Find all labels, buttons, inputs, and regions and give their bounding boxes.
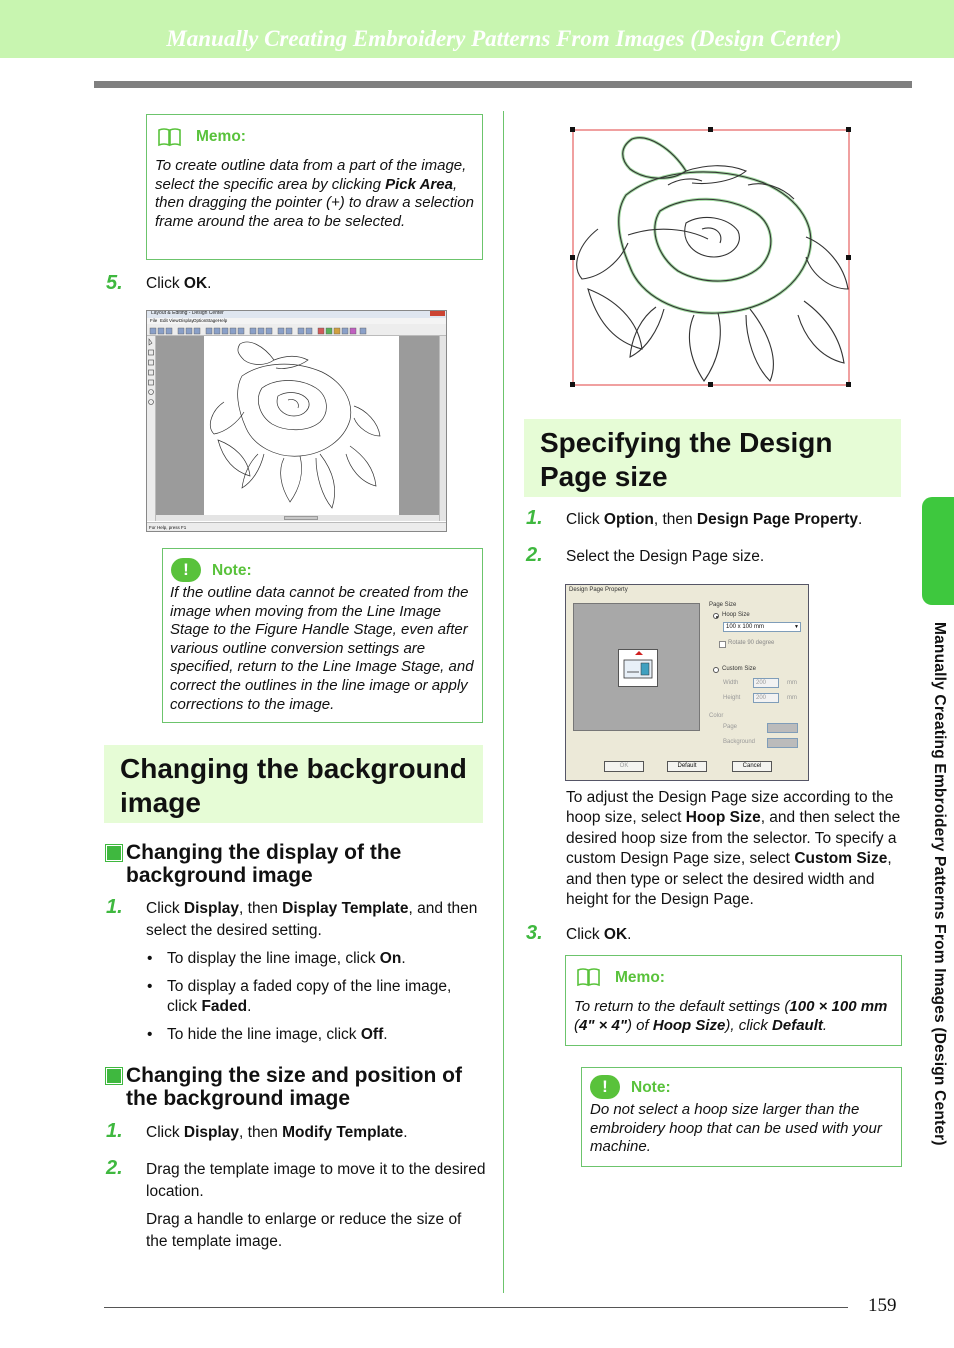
- scroll-thumb[interactable]: [284, 516, 318, 520]
- footer-rule: [104, 1307, 848, 1308]
- note-title: Note:: [631, 1079, 671, 1096]
- menu-option[interactable]: Option: [193, 318, 207, 323]
- hoop-size-radio[interactable]: [713, 613, 719, 619]
- step-number: 1.: [106, 1120, 123, 1142]
- memo-book-icon: [576, 967, 602, 987]
- window-close-icon[interactable]: [430, 311, 445, 316]
- bullet-item: To display the line image, click On.: [167, 950, 406, 967]
- step-number: 5.: [106, 272, 123, 294]
- note-box: [162, 548, 483, 723]
- step-number: 1.: [526, 507, 543, 529]
- width-input[interactable]: 200: [753, 678, 779, 688]
- dialog-default-button[interactable]: Default: [667, 761, 707, 772]
- dialog-cancel-button[interactable]: Cancel: [732, 761, 772, 772]
- page-color-label: Page: [723, 724, 738, 730]
- memo-book-icon: [157, 127, 183, 147]
- step-text: Drag the template image to move it to the desired location.: [146, 1161, 486, 1200]
- bullet-dot: •: [147, 1026, 153, 1043]
- step-text: Click Display, then Modify Template.: [146, 1124, 408, 1141]
- step-number: 1.: [106, 896, 123, 918]
- menu-display[interactable]: Display: [179, 318, 194, 323]
- window-title: Layout & Editing - Design Center: [151, 310, 224, 316]
- width-unit: mm: [787, 680, 797, 686]
- background-color-select[interactable]: [767, 738, 798, 748]
- memo-box: [565, 955, 902, 1046]
- subsection-marker: [106, 845, 122, 861]
- workspace-right: [399, 336, 439, 521]
- step-number: 2.: [526, 544, 543, 566]
- step-text: Click Display, then Display Template, and then select the desired setting.: [146, 900, 478, 939]
- memo-text: To return to the default settings (100 × 100 mm (4" × 4") of Hoop Size), click Default.: [574, 998, 888, 1034]
- step-number: 2.: [106, 1157, 123, 1179]
- step-text: Click OK.: [566, 926, 632, 943]
- rotate-checkbox[interactable]: [719, 641, 726, 648]
- custom-size-label: Custom Size: [722, 666, 757, 672]
- step-text: Click Option, then Design Page Property.: [566, 511, 863, 528]
- bullet-dot: •: [147, 978, 153, 995]
- background-color-label: Background: [723, 739, 756, 745]
- section-title-background-image: Changing the background image: [120, 753, 467, 818]
- dialog-title: Design Page Property: [569, 587, 628, 593]
- bullet-item: To hide the line image, click Off.: [167, 1026, 388, 1043]
- status-text: For Help, press F1: [149, 525, 187, 530]
- toolbar: [147, 324, 447, 336]
- hoop-size-paragraph: To adjust the Design Page size according to the hoop size, select Hoop Size, and then select the desired hoop size from the selector. To specify a custom Design Page size, select Custom Size, and then type or select the desired width and height for the Design Page.: [566, 789, 901, 909]
- dialog-ok-button[interactable]: OK: [604, 761, 644, 772]
- step-extra-text: Drag a handle to enlarge or reduce the size of the template image.: [146, 1211, 462, 1250]
- rose-outline-figure: [568, 125, 854, 390]
- bullet-item: To display a faded copy of the line image, click Faded.: [167, 978, 452, 1016]
- menu-edit[interactable]: Edit: [160, 318, 168, 323]
- horizontal-scrollbar[interactable]: [156, 515, 439, 521]
- page-size-label: Page Size: [709, 602, 737, 608]
- status-bar: [147, 522, 447, 532]
- step-text: Click OK.: [146, 275, 212, 292]
- memo-title: Memo:: [196, 128, 246, 145]
- menu-help[interactable]: Help: [218, 318, 228, 323]
- memo-box: [146, 114, 483, 260]
- workspace-left: [156, 336, 204, 521]
- column-divider: [503, 111, 504, 1293]
- machine-preview-icon: [618, 649, 658, 687]
- rose-line-image: [204, 336, 399, 521]
- hoop-size-label: Hoop Size: [722, 612, 750, 618]
- custom-size-radio[interactable]: [713, 667, 719, 673]
- subsection-title-size-position: Changing the size and position of the background image: [126, 1064, 462, 1110]
- section-title-design-page-size: Specifying the Design Page size: [540, 427, 833, 492]
- design-center-screenshot: [146, 310, 447, 532]
- rose-outline-image: [568, 125, 854, 390]
- window-titlebar: [147, 311, 447, 318]
- design-page[interactable]: [204, 336, 399, 521]
- memo-title: Memo:: [615, 969, 665, 986]
- height-unit: mm: [787, 695, 797, 701]
- note-exclamation-icon: !: [590, 1075, 620, 1099]
- note-text: Do not select a hoop size larger than the embroidery hoop that can be used with your machine.: [590, 1101, 882, 1156]
- height-label: Height: [723, 695, 741, 701]
- note-title: Note:: [212, 562, 252, 579]
- chapter-tab: [922, 497, 954, 605]
- step-text: Select the Design Page size.: [566, 548, 765, 565]
- bullet-dot: •: [147, 950, 153, 967]
- menu-stage[interactable]: Stage: [206, 318, 218, 323]
- rotate-label: Rotate 90 degree: [728, 640, 775, 646]
- chapter-tab-label: Manually Creating Embroidery Patterns From Images (Design Center): [931, 622, 948, 1146]
- step-number: 3.: [526, 922, 543, 944]
- menu-view[interactable]: View: [169, 318, 179, 323]
- note-exclamation-icon: !: [171, 558, 201, 582]
- menu-file[interactable]: File: [150, 318, 158, 323]
- page-header-title: Manually Creating Embroidery Patterns From Images (Design Center): [166, 26, 842, 51]
- width-label: Width: [723, 680, 739, 686]
- design-page-property-dialog: [565, 584, 809, 781]
- hoop-size-select[interactable]: 100 x 100 mm ▼: [723, 622, 801, 632]
- subsection-title-display: Changing the display of the background image: [126, 841, 402, 887]
- top-rule: [94, 81, 912, 88]
- color-label: Color: [709, 713, 724, 719]
- page-number: 159: [868, 1295, 897, 1316]
- note-box: [581, 1067, 902, 1167]
- page-color-select[interactable]: [767, 723, 798, 733]
- memo-text: To create outline data from a part of the image, select the specific area by clicking Pick Area, then dragging the pointer (+) to draw a selection frame around the area to be selected.: [155, 157, 474, 230]
- page-preview: [573, 603, 700, 731]
- note-text: If the outline data cannot be created from the image when moving from the Line Image Stage to the Figure Handle Stage, even after various outline conversion settings are specified, return to the Line Image Stage, and correct the outlines in the line image or apply corrections to the image.: [170, 584, 474, 713]
- tool-palette[interactable]: [147, 336, 156, 521]
- height-input[interactable]: 200: [753, 693, 779, 703]
- subsection-marker: [106, 1068, 122, 1084]
- vertical-scrollbar[interactable]: [439, 336, 447, 521]
